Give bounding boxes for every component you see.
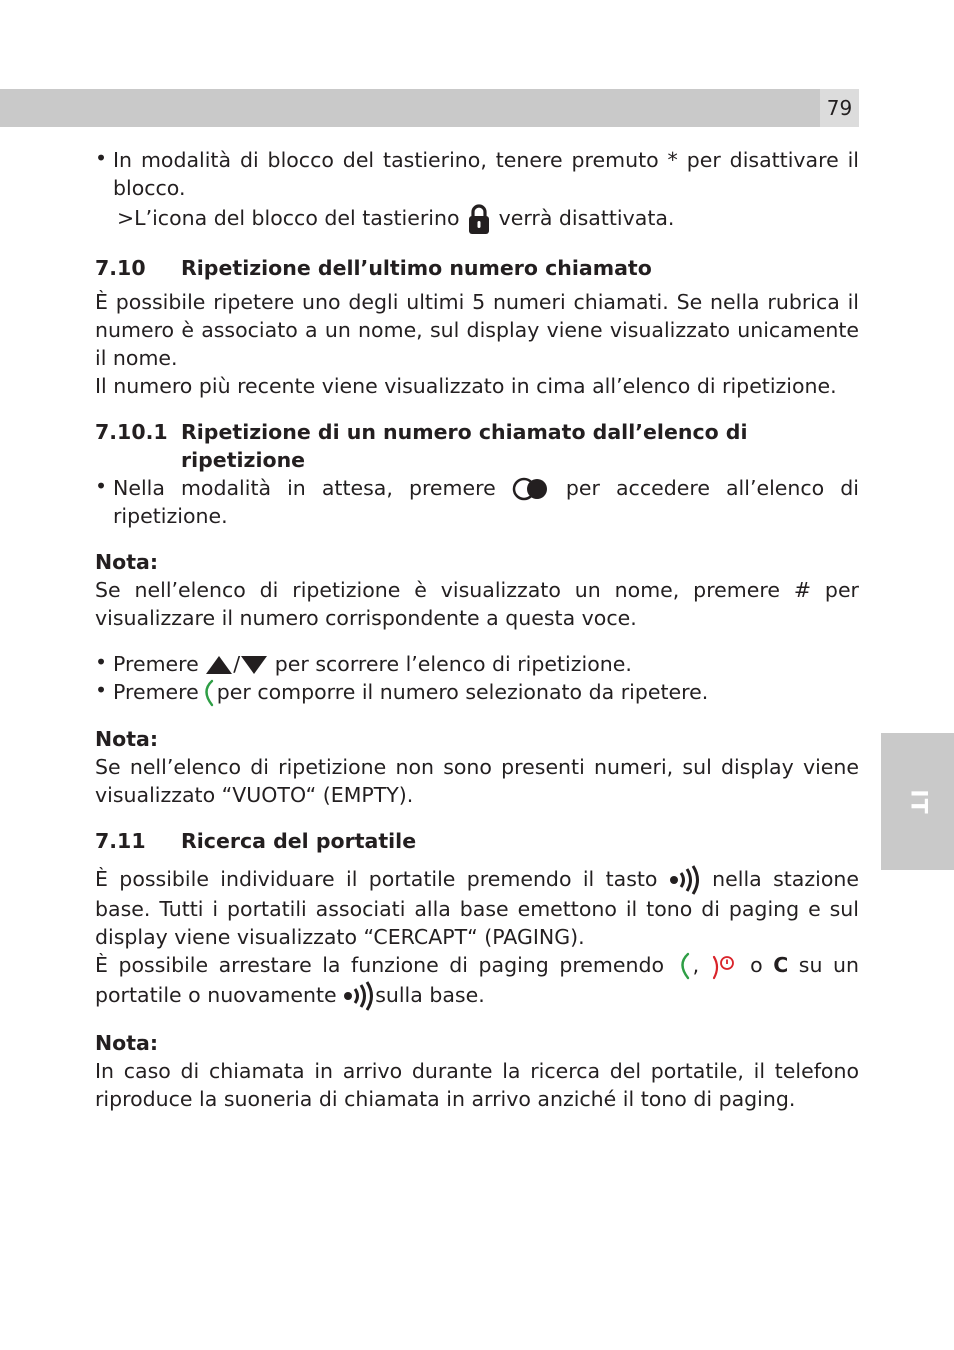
section-title: Ricerca del portatile	[181, 829, 417, 853]
nota2-line-1: Se nell’elenco di ripetizione non sono presenti numeri, sul display viene	[95, 755, 859, 779]
bullet-dot: •	[95, 678, 108, 702]
nota2-line-2: visualizzato “VUOTO“ (EMPTY).	[95, 783, 414, 807]
bullet-dot: •	[95, 474, 108, 498]
nota-label: Nota:	[95, 727, 159, 751]
s711-p2-line-1: È possibile arrestare la funzione di paging premendo , o C su un	[95, 951, 859, 981]
clear-key-icon: C	[773, 953, 789, 977]
redial-key-icon	[512, 477, 550, 501]
intro-result-text-a: >L’icona del blocco del tastierino	[117, 206, 460, 230]
page-number: 79	[826, 96, 853, 120]
header-bar	[0, 89, 820, 127]
section-number: 7.10.1	[95, 420, 168, 444]
s710-p1-line-2: numero è associato a un nome, sul display viene visualizzato unicamente	[95, 318, 859, 342]
s7101-bullet-1-line-2: ripetizione.	[113, 504, 228, 528]
s7101-bullet-2: • Premere / per scorrere l’elenco di ripetizione.	[95, 650, 632, 676]
section-title: Ripetizione di un numero chiamato dall’elenco di ripetizione	[181, 420, 748, 472]
intro-bullet	[95, 146, 859, 202]
language-tab-label: IT	[905, 788, 930, 815]
arrow-down-icon	[240, 655, 268, 675]
s7101-bullet-1-line-1: Nella modalità in attesa, premere per accedere all’elenco di	[113, 476, 859, 500]
lock-icon	[466, 202, 492, 236]
s710-p1-line-3: il nome.	[95, 346, 178, 370]
paging-key-icon	[669, 865, 701, 895]
s711-p1-line-2: base. Tutti i portatili associati alla base emettono il tono di paging e sul	[95, 897, 859, 921]
page-content	[95, 146, 859, 1113]
s7101-bullet-1	[95, 474, 859, 530]
page-number-box	[820, 89, 859, 127]
bullet-dot: •	[95, 146, 108, 170]
s710-p1-line-1: È possibile ripetere uno degli ultimi 5 numeri chiamati. Se nella rubrica il	[95, 290, 859, 314]
paging-key-icon	[343, 981, 375, 1011]
language-tab	[881, 733, 954, 870]
s710-p2: Il numero più recente viene visualizzato in cima all’elenco di ripetizione.	[95, 374, 837, 398]
section-7-11-heading	[95, 827, 859, 855]
nota3-line-1: In caso di chiamata in arrivo durante la ricerca del portatile, il telefono	[95, 1059, 859, 1083]
nota-label: Nota:	[95, 550, 159, 574]
section-title: Ripetizione dell’ultimo numero chiamato	[181, 256, 652, 280]
intro-bullet-line-1: In modalità di blocco del tastierino, tenere premuto * per disattivare il	[113, 148, 859, 172]
section-number: 7.10	[95, 256, 146, 280]
nota-label: Nota:	[95, 1031, 159, 1055]
nota1-line-2: visualizzare il numero corrispondente a questa voce.	[95, 606, 637, 630]
section-number: 7.11	[95, 829, 146, 853]
arrow-up-icon	[205, 655, 233, 675]
section-7-10-1-heading	[95, 418, 859, 474]
bullet-dot: •	[95, 650, 108, 674]
nota3-line-2: riproduce la suoneria di chiamata in arrivo anziché il tono di paging.	[95, 1087, 796, 1111]
intro-bullet-line-2: blocco.	[113, 176, 186, 200]
intro-result	[95, 202, 859, 236]
s711-p2-line-2: portatile o nuovamente sulla base.	[95, 981, 859, 1011]
end-key-icon	[710, 951, 740, 981]
s7101-bullet-3: • Premere per comporre il numero selezionato da ripetere.	[95, 678, 859, 707]
s711-p1-line-1: È possibile individuare il portatile premendo il tasto nella stazione	[95, 865, 859, 895]
talk-key-icon	[675, 952, 693, 980]
talk-key-icon	[199, 679, 217, 707]
s711-p1-line-3: display viene visualizzato “CERCAPT“ (PAGING).	[95, 925, 585, 949]
section-7-10-heading	[95, 254, 859, 282]
intro-result-text-b: verrà disattivata.	[498, 206, 675, 230]
nota1-line-1: Se nell’elenco di ripetizione è visualizzato un nome, premere # per	[95, 578, 859, 602]
